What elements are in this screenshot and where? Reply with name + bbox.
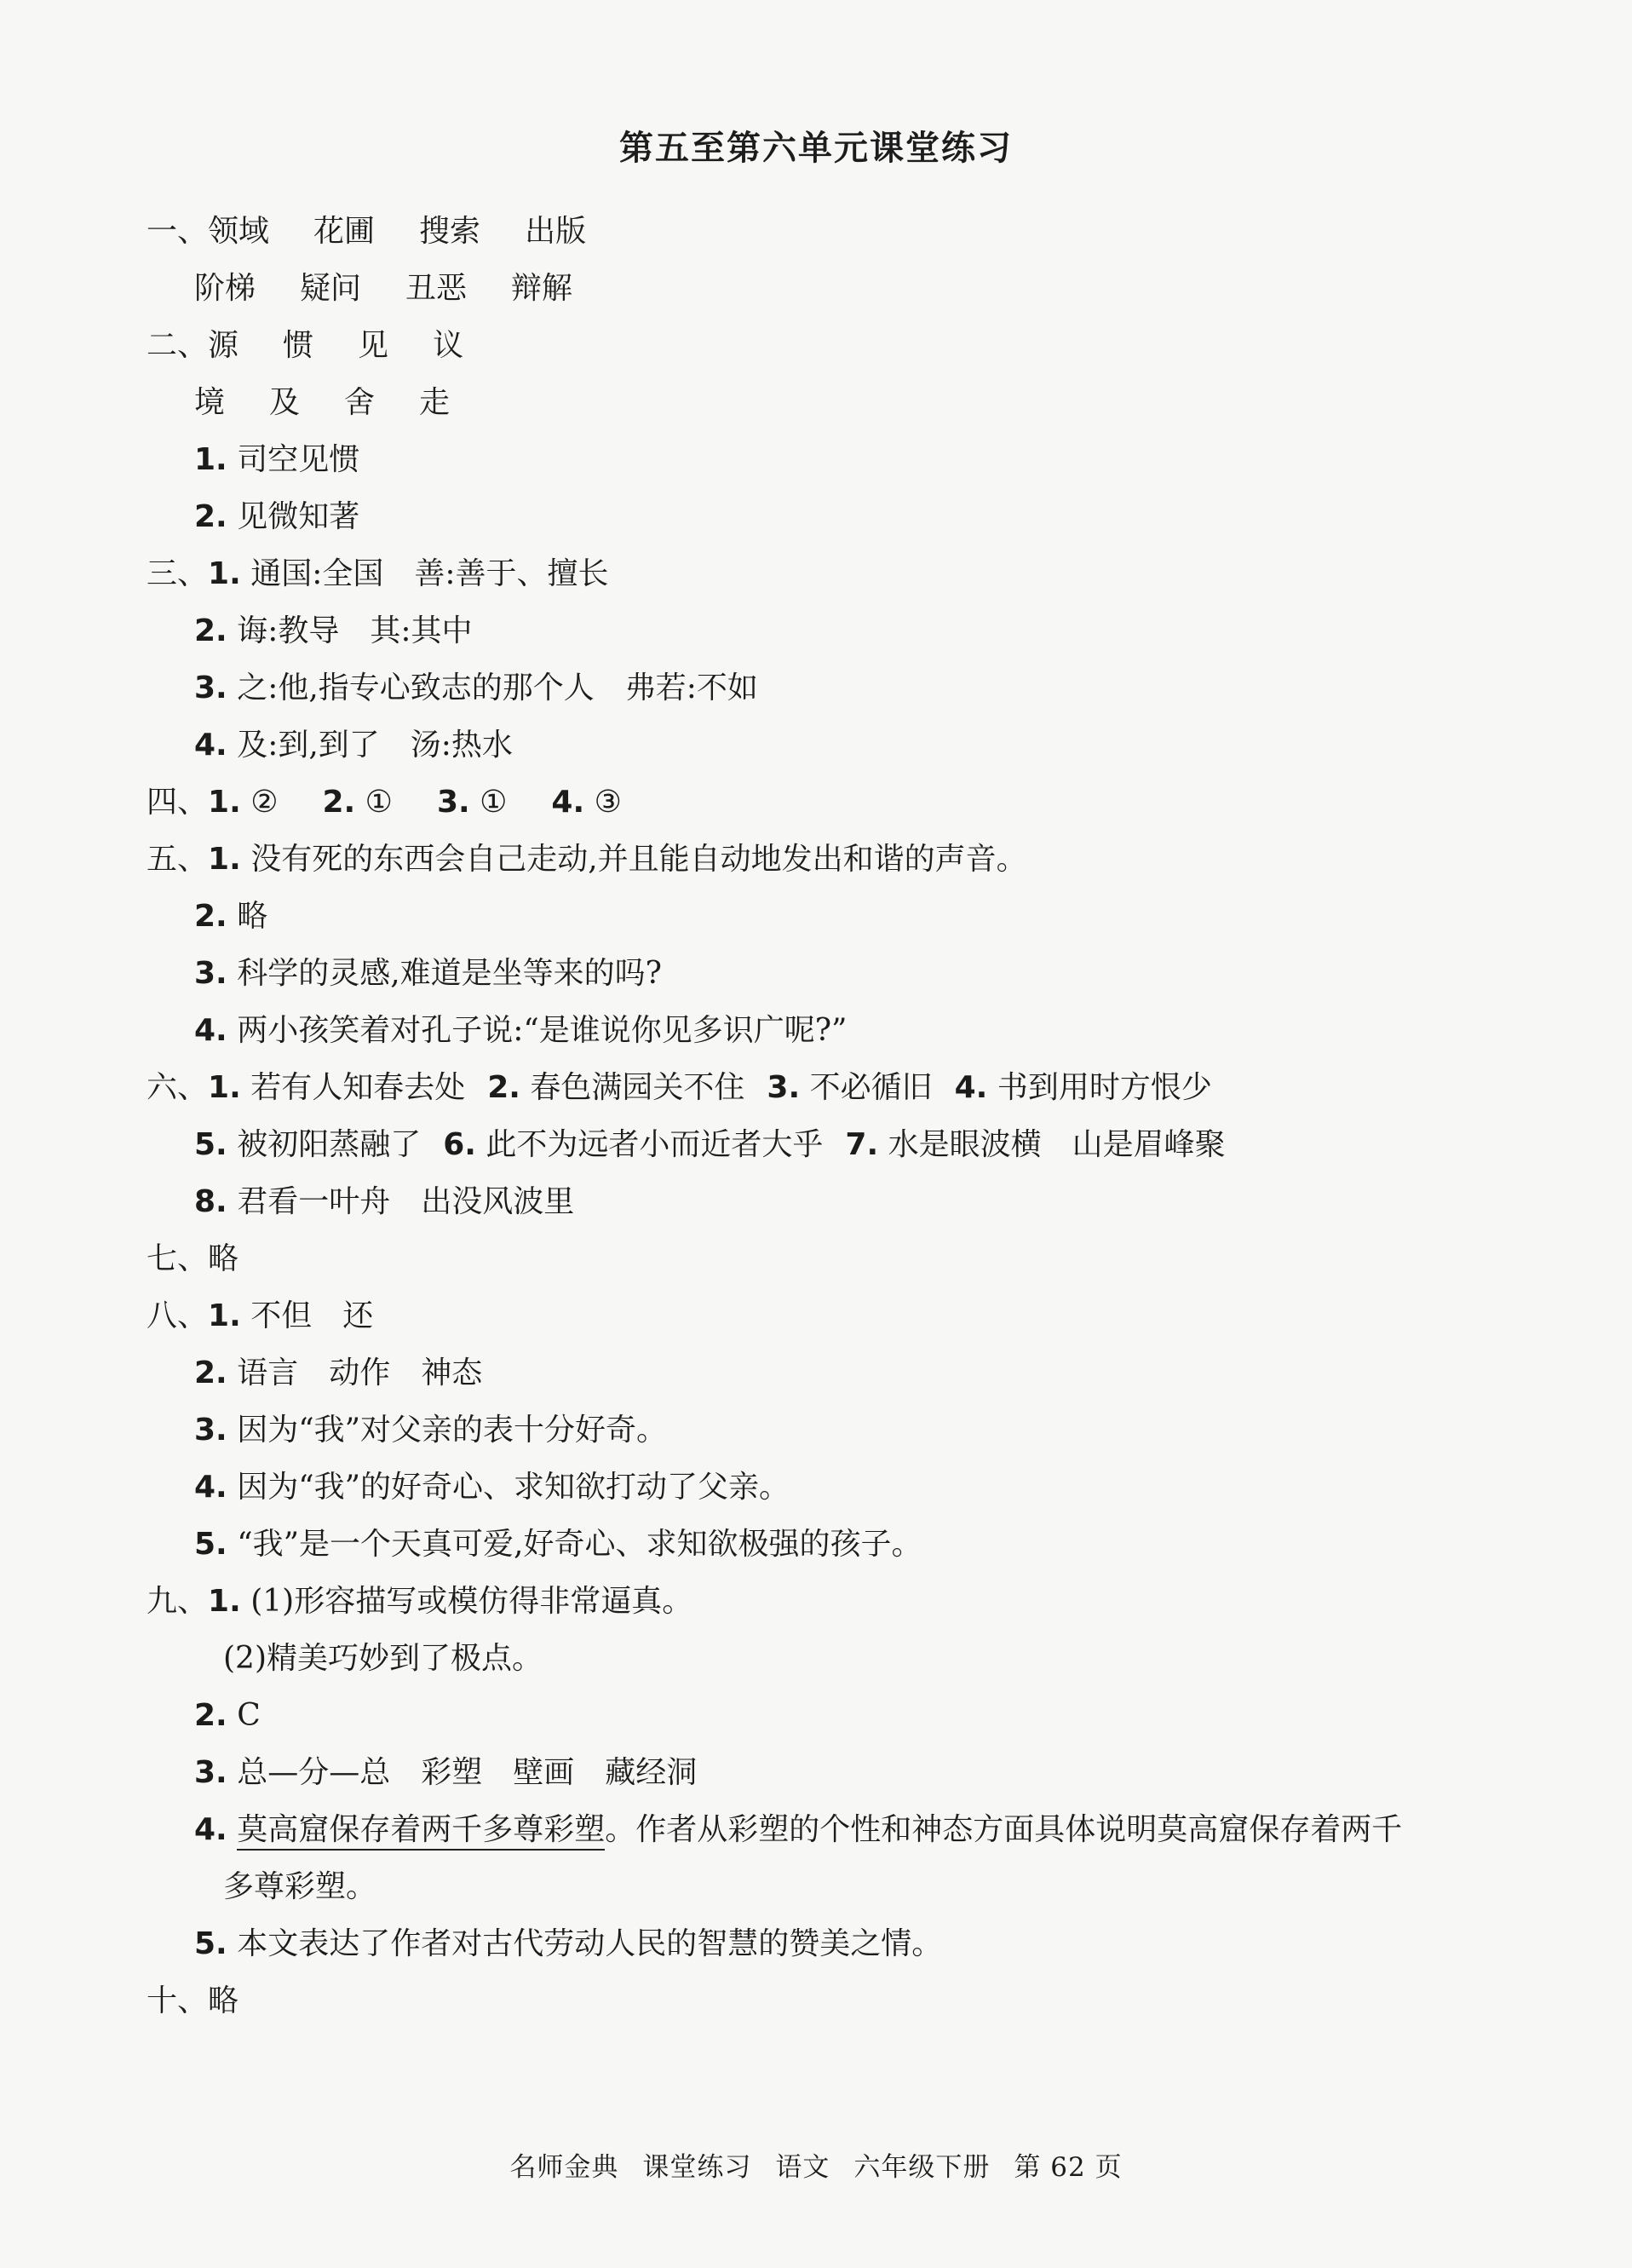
item-text: 通国:全国 善:善于、擅长 xyxy=(250,556,609,591)
section-6-row-1 xyxy=(147,1069,1212,1107)
item-text: 君看一叶舟 出没风波里 xyxy=(237,1184,575,1219)
page-number: 第 62 页 xyxy=(1014,2152,1123,2183)
item-number: 1. xyxy=(208,785,241,820)
item-text: 语言 动作 神态 xyxy=(237,1356,483,1390)
answer-word: 疑问 xyxy=(300,271,362,306)
item-text: 本文表达了作者对古代劳动人民的智慧的赞美之情。 xyxy=(237,1926,943,1961)
item-number: 2. xyxy=(487,1070,520,1105)
section-6-row-2 xyxy=(194,1126,1226,1164)
section-9-item-1 xyxy=(147,1583,692,1620)
item-text: 被初阳蒸融了 xyxy=(237,1127,422,1162)
item-number: 1. xyxy=(208,1298,241,1333)
item-number: 2. xyxy=(194,613,227,648)
section-8-item-1 xyxy=(147,1298,373,1335)
section-7-row xyxy=(147,1240,238,1278)
section-5-item-3 xyxy=(194,955,662,993)
section-5-item-2 xyxy=(194,898,267,935)
footer-book: 名师金典 xyxy=(509,2152,619,2183)
item-text: ③ xyxy=(594,785,622,820)
section-9-item-3 xyxy=(194,1754,697,1792)
item-number: 4. xyxy=(194,1812,227,1847)
item-text: (1)形容描写或模仿得非常逼真。 xyxy=(250,1584,693,1619)
section-label: 三、 xyxy=(147,556,209,591)
section-5-item-4 xyxy=(194,1012,847,1050)
item-text: 不必循旧 xyxy=(809,1070,933,1105)
section-2-row-2 xyxy=(194,384,450,422)
section-9-item-4-cont xyxy=(223,1868,376,1906)
item-text: (2)精美巧妙到了极点。 xyxy=(223,1641,543,1676)
section-2-item-1 xyxy=(194,441,359,479)
item-number: 1. xyxy=(208,1070,241,1105)
answer-word: 领域 xyxy=(208,214,270,249)
item-text: 因为“我”对父亲的表十分好奇。 xyxy=(237,1413,667,1448)
item-text: 春色满园关不住 xyxy=(530,1070,745,1105)
item-text: 总—分—总 彩塑 壁画 藏经洞 xyxy=(237,1755,698,1790)
section-10-row xyxy=(147,1983,238,2020)
item-text: ① xyxy=(480,785,508,820)
answer-char: 见 xyxy=(358,328,389,363)
item-number: 5. xyxy=(194,1926,227,1961)
item-number: 4. xyxy=(194,728,227,763)
item-text: ① xyxy=(365,785,393,820)
item-number: 5. xyxy=(194,1527,227,1562)
item-text: 。作者从彩塑的个性和神态方面具体说明莫高窟保存着两千 xyxy=(605,1812,1403,1847)
item-number: 1. xyxy=(208,842,241,877)
item-number: 3. xyxy=(436,785,470,820)
section-9-item-2 xyxy=(194,1697,261,1735)
item-number: 3. xyxy=(194,956,227,991)
footer-series: 课堂练习 xyxy=(642,2152,752,2183)
answer-word: 丑恶 xyxy=(405,271,468,306)
item-text: 水是眼波横 山是眉峰聚 xyxy=(888,1127,1226,1162)
section-label: 一、 xyxy=(147,214,209,249)
item-text: 略 xyxy=(208,1241,239,1276)
item-number: 2. xyxy=(322,785,356,820)
answer-word: 搜索 xyxy=(419,214,481,249)
section-8-item-5 xyxy=(194,1526,922,1563)
item-number: 1. xyxy=(208,556,241,591)
answer-char: 惯 xyxy=(283,328,314,363)
item-number: 4. xyxy=(194,1013,227,1048)
section-label: 五、 xyxy=(147,842,209,877)
item-text: 及:到,到了 汤:热水 xyxy=(237,728,513,763)
section-label: 十、 xyxy=(147,1983,209,2018)
item-number: 2. xyxy=(194,1356,227,1390)
item-number: 4. xyxy=(551,785,585,820)
item-number: 4. xyxy=(954,1070,988,1105)
item-number: 4. xyxy=(194,1470,227,1505)
item-text: 不但 还 xyxy=(250,1298,374,1333)
item-text: 书到用时方恨少 xyxy=(997,1070,1212,1105)
answer-char: 及 xyxy=(269,385,301,420)
item-text: 没有死的东西会自己走动,并且能自动地发出和谐的声音。 xyxy=(250,842,1027,877)
answer-word: 花圃 xyxy=(313,214,376,249)
item-text: 多尊彩塑。 xyxy=(223,1869,377,1904)
section-label: 七、 xyxy=(147,1241,209,1276)
section-8-item-4 xyxy=(194,1469,790,1506)
item-number: 1. xyxy=(194,442,227,477)
answer-word: 阶梯 xyxy=(194,271,256,306)
item-number: 6. xyxy=(443,1127,476,1162)
section-3-item-2 xyxy=(194,613,472,650)
section-8-item-3 xyxy=(194,1412,667,1449)
item-text: 两小孩笑着对孔子说:“是谁说你见多识广呢?” xyxy=(237,1013,848,1048)
answer-word: 辩解 xyxy=(511,271,573,306)
footer-grade: 六年级下册 xyxy=(853,2152,991,2183)
item-text: 之:他,指专心致志的那个人 弗若:不如 xyxy=(237,671,758,705)
item-text: 略 xyxy=(208,1983,239,2018)
item-number: 7. xyxy=(845,1127,879,1162)
section-label: 四、 xyxy=(147,785,209,820)
item-text: 司空见惯 xyxy=(237,442,360,477)
item-text: 科学的灵感,难道是坐等来的吗? xyxy=(237,956,662,991)
section-9-item-4 xyxy=(194,1811,1402,1849)
section-label: 六、 xyxy=(147,1070,209,1105)
page-title: 第五至第六单元课堂练习 xyxy=(619,128,1013,168)
page-footer xyxy=(0,2145,1632,2184)
section-2-item-2 xyxy=(194,498,359,536)
section-label: 八、 xyxy=(147,1298,209,1333)
item-text: “我”是一个天真可爱,好奇心、求知欲极强的孩子。 xyxy=(237,1527,922,1562)
section-2-row-1 xyxy=(147,327,463,365)
section-9-item-1-sub-2 xyxy=(223,1640,543,1678)
item-text: ② xyxy=(250,785,279,820)
item-text: 诲:教导 其:其中 xyxy=(237,613,473,648)
section-3-item-1 xyxy=(147,555,608,593)
section-label: 二、 xyxy=(147,328,209,363)
item-text: 若有人知春去处 xyxy=(250,1070,466,1105)
item-number: 2. xyxy=(194,1698,227,1733)
section-9-item-5 xyxy=(194,1925,942,1963)
item-text: 因为“我”的好奇心、求知欲打动了父亲。 xyxy=(237,1470,790,1505)
section-1-row-1 xyxy=(147,213,586,250)
item-text: 略 xyxy=(237,899,268,934)
section-1-row-2 xyxy=(194,270,572,308)
section-6-row-3 xyxy=(194,1183,574,1221)
section-3-item-4 xyxy=(194,727,513,764)
answer-char: 境 xyxy=(194,385,226,420)
answer-word: 出版 xyxy=(525,214,587,249)
answer-char: 源 xyxy=(208,328,239,363)
item-number: 3. xyxy=(194,1755,227,1790)
item-text: C xyxy=(237,1698,261,1733)
answer-char: 舍 xyxy=(344,385,376,420)
section-5-item-1 xyxy=(147,841,1027,878)
section-4-row xyxy=(147,784,622,821)
item-number: 8. xyxy=(194,1184,227,1219)
answer-char: 走 xyxy=(419,385,451,420)
item-text: 此不为远者小而近者大乎 xyxy=(486,1127,824,1162)
section-label: 九、 xyxy=(147,1584,209,1619)
item-number: 3. xyxy=(194,1413,227,1448)
section-3-item-3 xyxy=(194,670,758,707)
item-number: 3. xyxy=(767,1070,801,1105)
item-text: 见微知著 xyxy=(237,499,360,534)
footer-subject: 语文 xyxy=(775,2152,830,2183)
item-number: 2. xyxy=(194,899,227,934)
section-8-item-2 xyxy=(194,1355,482,1392)
item-number: 2. xyxy=(194,499,227,534)
item-number: 5. xyxy=(194,1127,227,1162)
item-number: 3. xyxy=(194,671,227,705)
item-number: 1. xyxy=(208,1584,241,1619)
underlined-answer: 莫高窟保存着两千多尊彩塑 xyxy=(237,1812,605,1851)
answer-char: 议 xyxy=(433,328,464,363)
